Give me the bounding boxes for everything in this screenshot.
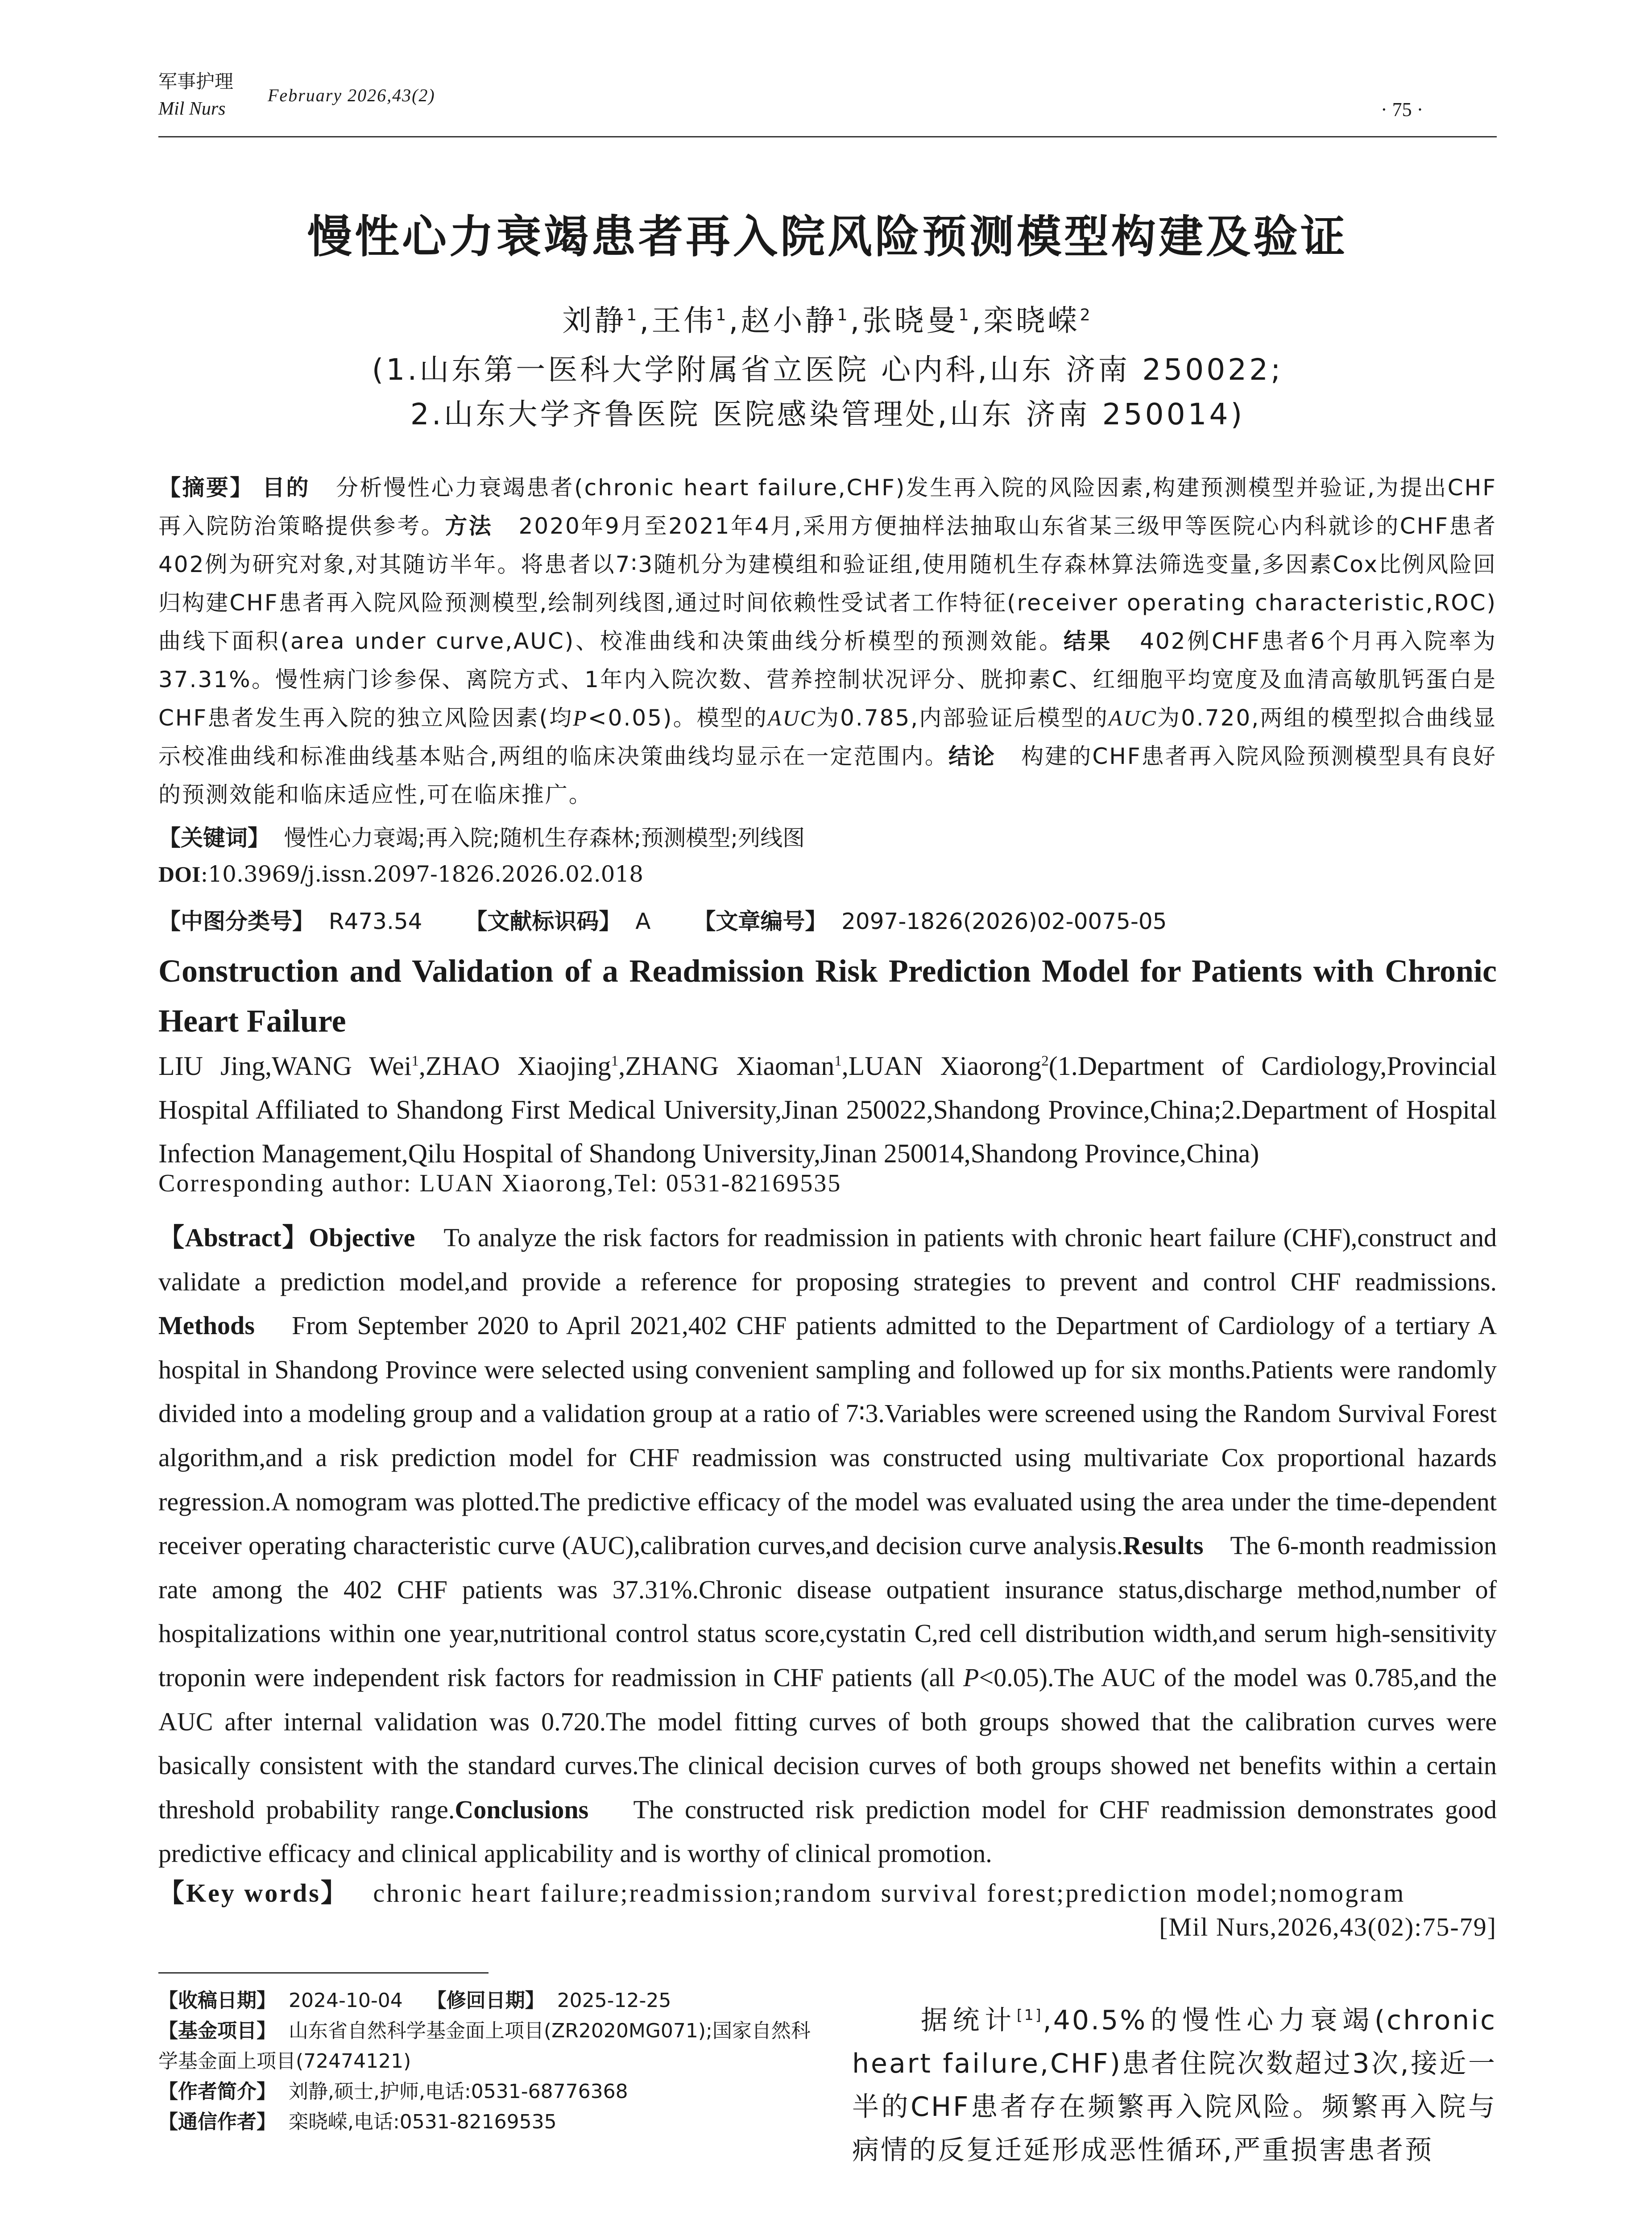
p-value-symbol: P bbox=[573, 705, 588, 730]
results-text: 为0.720,两组的模型拟合曲线显示校准曲线和标准曲线基本贴合,两组的临床决策曲线均显示在一定范围内。 bbox=[158, 705, 1497, 769]
methods-label: 方法 bbox=[445, 513, 493, 539]
authors-cn: 刘静$^1$,王伟$^1$,赵小静$^1$,张晓曼$^1$,栾晓嵘$^2$ bbox=[562, 303, 1093, 338]
article-title-en: Construction and Validation of a Readmission Risk Prediction Model for Patients with Chronic Heart Failure bbox=[158, 953, 1497, 1039]
author-affil-mark: 1 bbox=[611, 1053, 619, 1069]
results-text: <0.05)。模型的 bbox=[588, 705, 768, 731]
issue-info: February 2026,43(2) bbox=[268, 85, 435, 105]
fund-text: 山东省自然科学基金面上项目(ZR2020MG071);国家自然科学基金面上项目(72474121) bbox=[158, 2020, 811, 2073]
received-date: 2024-10-04 bbox=[288, 1989, 403, 2012]
results-label-en: Results bbox=[1123, 1531, 1204, 1560]
author-affil-mark: 1 bbox=[834, 1053, 842, 1069]
bio-text: 刘静,硕士,护师,电话:0531-68776368 bbox=[288, 2080, 628, 2103]
results-text-en: <0.05).The AUC of the model was 0.785,and the AUC after internal validation was 0.720.The model fitting curves of both groups showed that the calibration curves were basically consistent with the standard curves.The clinical decision curves of both groups showed net benefits within a certain threshold probability range. bbox=[158, 1663, 1497, 1824]
article-title-cn: 慢性心力衰竭患者再入院风险预测模型构建及验证 bbox=[307, 211, 1348, 263]
body-paragraph bbox=[852, 1999, 1497, 2172]
author-name: 张晓曼 bbox=[862, 303, 959, 338]
footnote-rule bbox=[158, 1972, 489, 1974]
results-text: 为0.785,内部验证后模型的 bbox=[816, 705, 1109, 731]
journal-name-en: Mil Nurs bbox=[158, 99, 226, 119]
clc-label: 【中图分类号】 bbox=[158, 908, 315, 934]
body-text: 据统计 bbox=[920, 2005, 1017, 2036]
methods-text-en: From September 2020 to April 2021,402 CHF patients admitted to the Department of Cardiology of a tertiary A hospital in Shandong Province were selected using convenient sampling and followed up for six months.Patients were randomly divided into a modeling group and a validation group at a ratio of 7∶3.Variables were screened using the Random Survival Forest algorithm,and a risk prediction model for CHF readmission was constructed using multivariate Cox proportional hazards regression.A nomogram was plotted.The predictive efficacy of the model was evaluated using the area under the time-dependent receiver operating characteristic curve (AUC),calibration curves,and decision curve analysis. bbox=[158, 1311, 1497, 1560]
p-value-symbol: P bbox=[963, 1663, 979, 1692]
author-name: 栾晓嵘 bbox=[983, 303, 1080, 338]
author-name-en: ,ZHANG Xiaoman bbox=[618, 1051, 835, 1081]
keywords-label-en: 【Key words】 bbox=[158, 1879, 348, 1908]
bio-label: 【作者简介】 bbox=[158, 2080, 276, 2103]
results-label: 结果 bbox=[1063, 628, 1113, 654]
methods-label-en: Methods bbox=[158, 1311, 255, 1340]
author-affil-mark: 2 bbox=[1041, 1053, 1049, 1069]
auc-symbol: AUC bbox=[1108, 705, 1157, 730]
author-affil-mark: 1 bbox=[958, 305, 972, 324]
received-label: 【收稿日期】 bbox=[158, 1989, 276, 2012]
abstract-en bbox=[158, 1216, 1497, 1876]
conclusion-label-en: Conclusions bbox=[455, 1795, 589, 1824]
results-text: 402例CHF患者6个月再入院率为37.31%。慢性病门诊参保、离院方式、1年内入院次数、营养控制状况评分、胱抑素C、红细胞平均宽度及血清高敏肌钙蛋白是CHF患者发生再入院的独立风险因素(均 bbox=[158, 628, 1497, 731]
doi-value[interactable]: :10.3969/j.issn.2097-1826.2026.02.018 bbox=[200, 861, 644, 887]
abstract-label-en: 【Abstract】 bbox=[158, 1223, 309, 1252]
objective-text: 分析慢性心力衰竭患者(chronic heart failure,CHF)发生再入院的风险因素,构建预测模型并验证,为提出CHF再入院防治策略提供参考。 bbox=[158, 475, 1497, 539]
citation-ref[interactable]: [1] bbox=[1016, 2006, 1043, 2024]
journal-name-cn: 军事护理 bbox=[158, 70, 234, 92]
methods-text: 2020年9月至2021年4月,采用方便抽样法抽取山东省某三级甲等医院心内科就诊的CHF患者402例为研究对象,对其随访半年。将患者以7∶3随机分为建模组和验证组,使用随机生存森林算法筛选变量,多因素Cox比例风险回归构建CHF患者再入院风险预测模型,绘制列线图,通过时间依赖性受试者工作特征(receiver operating characteristic,ROC)曲线下面积(area under curve,AUC)、校准曲线和决策曲线分析模型的预测效能。 bbox=[158, 513, 1497, 654]
abstract-label: 【摘要】 bbox=[158, 475, 254, 501]
revised-date: 2025-12-25 bbox=[557, 1989, 671, 2012]
author-name-en: ,ZHAO Xiaojing bbox=[418, 1051, 611, 1081]
doc-code-label: 【文献标识码】 bbox=[465, 908, 621, 934]
affiliation-en: (1.Department of Cardiology,Provincial Hospital Affiliated to Shandong First Medical University,Jinan 250022,Shandong Province,China;2.Department of Hospital Infection Management,Qilu Hospital of Shandong University,Jinan 250014,Shandong Province,China) bbox=[158, 1051, 1497, 1168]
objective-label-en: Objective bbox=[309, 1223, 415, 1252]
footnote-fund bbox=[158, 2016, 814, 2077]
conclusion-text: 构建的CHF患者再入院风险预测模型具有良好的预测效能和临床适应性,可在临床推广。 bbox=[158, 743, 1497, 808]
authors-en bbox=[158, 1044, 1497, 1175]
keywords-label: 【关键词】 bbox=[158, 825, 270, 851]
fund-label: 【基金项目】 bbox=[158, 2020, 276, 2042]
article-no-value: 2097-1826(2026)02-0075-05 bbox=[841, 908, 1167, 934]
page-number: · 75 · bbox=[1381, 99, 1424, 120]
objective-label: 目的 bbox=[262, 475, 310, 501]
abstract-cn bbox=[158, 469, 1497, 814]
author-name: 赵小静 bbox=[741, 303, 837, 338]
keywords-text: 慢性心力衰竭;再入院;随机生存森林;预测模型;列线图 bbox=[284, 825, 805, 851]
keywords-cn bbox=[158, 819, 1497, 857]
affiliation-cn-1: (1.山东第一医科大学附属省立医院 心内科,山东 济南 250022; bbox=[372, 352, 1284, 387]
footnote-bio bbox=[158, 2077, 814, 2107]
author-name-en: ,LUAN Xiaorong bbox=[841, 1051, 1042, 1081]
corresponding-author-en: Corresponding author: LUAN Xiaorong,Tel: 0531-82169535 bbox=[158, 1169, 842, 1197]
author-affil-mark: 2 bbox=[1080, 305, 1093, 324]
conclusion-label: 结论 bbox=[948, 743, 996, 769]
author-affil-mark: 1 bbox=[837, 305, 850, 324]
results-text-en: The 6-month readmission rate among the 402 CHF patients was 37.31%.Chronic disease outpatient insurance status,discharge method,number of hospitalizations within one year,nutritional control status score,cystatin C,red cell distribution width,and serum high-sensitivity troponin were independent risk factors for readmission in CHF patients (all bbox=[158, 1531, 1497, 1692]
header-rule bbox=[158, 136, 1497, 137]
doi-label: DOI bbox=[158, 862, 201, 887]
objective-text-en: To analyze the risk factors for readmission in patients with chronic heart failure (CHF),construct and validate a prediction model,and provide a reference for proposing strategies to prevent and control CHF readmissions. bbox=[158, 1223, 1497, 1296]
clc-value: R473.54 bbox=[328, 908, 422, 934]
affiliation-cn-2: 2.山东大学齐鲁医院 医院感染管理处,山东 济南 250014) bbox=[410, 397, 1245, 431]
author-name-en: LIU Jing,WANG Wei bbox=[158, 1051, 412, 1081]
doc-code-value: A bbox=[635, 908, 651, 934]
corr-label: 【通信作者】 bbox=[158, 2111, 276, 2133]
classification-line bbox=[158, 904, 1497, 936]
doi-line bbox=[158, 861, 1497, 887]
citation-en: [Mil Nurs,2026,43(02):75-79] bbox=[1159, 1912, 1497, 1941]
keywords-en bbox=[158, 1872, 1497, 1909]
author-affil-mark: 1 bbox=[716, 305, 729, 324]
footnotes bbox=[158, 1986, 814, 2137]
author-name: 刘静 bbox=[562, 303, 627, 338]
author-affil-mark: 1 bbox=[626, 305, 640, 324]
conclusion-text-en: The constructed risk prediction model for CHF readmission demonstrates good predictive efficacy and clinical applicability and is worthy of clinical promotion. bbox=[158, 1795, 1497, 1868]
revised-label: 【修回日期】 bbox=[426, 1989, 545, 2012]
article-no-label: 【文章编号】 bbox=[693, 908, 828, 934]
author-name: 王伟 bbox=[651, 303, 716, 338]
corr-text: 栾晓嵘,电话:0531-82169535 bbox=[288, 2111, 557, 2133]
footnote-dates bbox=[158, 1986, 814, 2016]
body-text: ,40.5%的慢性心力衰竭(chronic heart failure,CHF)患者住院次数超过3次,接近一半的CHF患者存在频繁再入院风险。频繁再入院与病情的反复迁延形成恶性循环,严重损害患者预 bbox=[852, 2005, 1497, 2166]
keywords-text-en: chronic heart failure;readmission;random survival forest;prediction model;nomogram bbox=[373, 1879, 1406, 1908]
author-affil-mark: 1 bbox=[411, 1053, 419, 1069]
auc-symbol: AUC bbox=[767, 705, 816, 730]
footnote-corresponding bbox=[158, 2107, 814, 2137]
